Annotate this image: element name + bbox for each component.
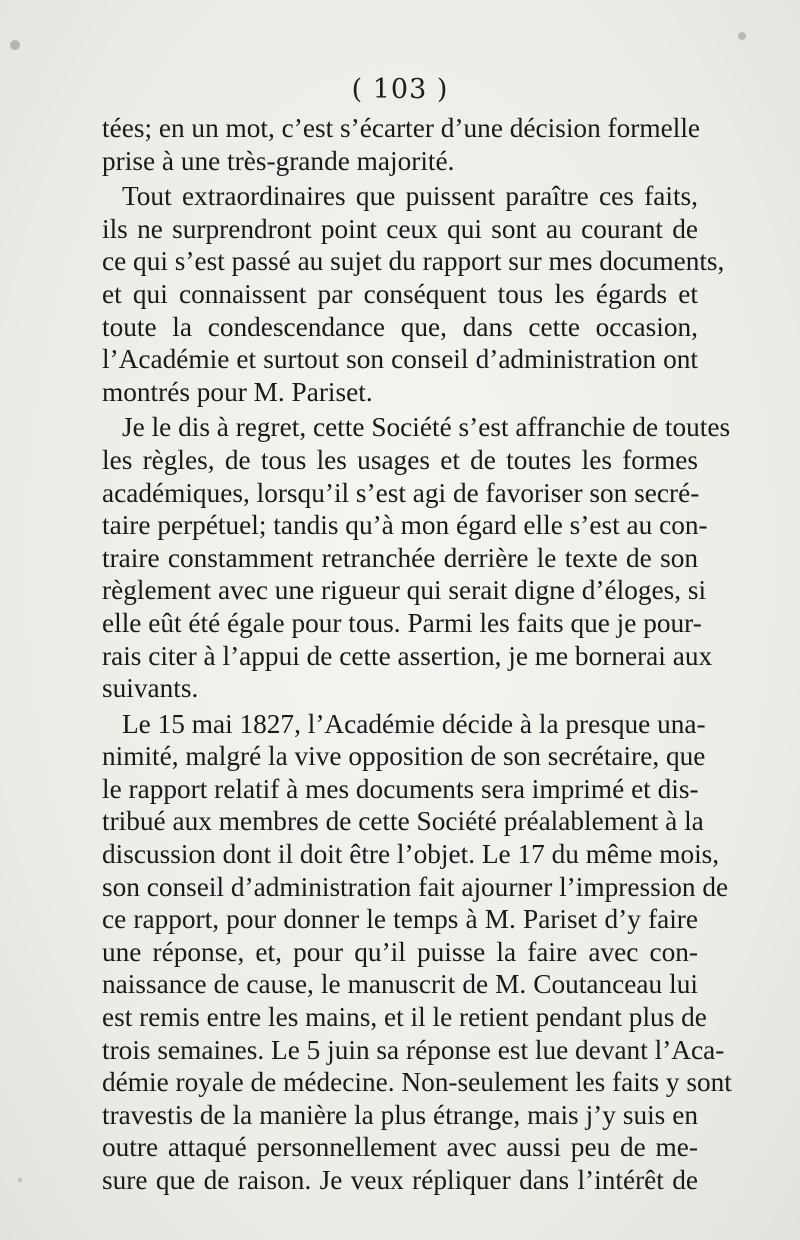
text-line: suivants. (102, 673, 199, 704)
text-line: est remis entre les mains, et il le retient pendant plus de (102, 1002, 707, 1033)
text-line: prise à une très-grande majorité. (102, 145, 455, 176)
text-line: règlement avec une rigueur qui serait digne d’éloges, si (102, 575, 707, 606)
text-line: ce qui s’est passé au sujet du rapport sur mes documents, (102, 246, 725, 277)
text-line: Tout extraordinaires que puissent paraître ces faits, (122, 181, 698, 212)
text-line: Le 15 mai 1827, l’Académie décide à la presque una- (122, 708, 706, 739)
paper-speck (738, 32, 746, 40)
text-line: démie royale de médecine. Non-seulement les faits y sont (102, 1067, 732, 1098)
text-line: outre attaqué personnellement avec aussi peu de me- (102, 1132, 698, 1163)
text-line: tées; en un mot, c’est s’écarter d’une décision formelle (102, 113, 701, 143)
text-line: une réponse, et, pour qu’il puisse la faire avec con- (102, 936, 698, 967)
text-line: toute la condescendance que, dans cette occasion, (102, 311, 698, 342)
text-line: les règles, de tous les usages et de toutes les formes (102, 444, 698, 475)
text-line: l’Académie et surtout son conseil d’administration ont (102, 344, 698, 375)
body-text (102, 112, 732, 1197)
text-line: le rapport relatif à mes documents sera imprimé et dis- (102, 773, 699, 804)
text-line: naissance de cause, le manuscrit de M. Coutanceau lui (102, 969, 698, 1000)
text-line: travestis de la manière la plus étrange, mais j’y suis en (102, 1099, 698, 1130)
text-line: ils ne surprendront point ceux qui sont au courant de (102, 213, 698, 244)
paper-speck (18, 1178, 22, 1182)
text-line: tribué aux membres de cette Société préalablement à la (102, 806, 704, 837)
text-line: elle eût été égale pour tous. Parmi les faits que je pour- (102, 607, 702, 638)
text-line: sure que de raison. Je veux répliquer dans l’intérêt de (102, 1165, 698, 1195)
page-number: ( 103 ) (351, 74, 449, 105)
text-line: et qui connaissent par conséquent tous les égards et (102, 278, 698, 309)
text-line: montrés pour M. Pariset. (102, 376, 373, 407)
text-line: rais citer à l’appui de cette assertion, je me bornerai aux (102, 640, 713, 671)
text-line: nimité, malgré la vive opposition de son secrétaire, que (102, 741, 706, 772)
text-line: académiques, lorsqu’il s’est agi de favoriser son secré- (102, 477, 700, 508)
paper-speck (10, 40, 20, 50)
text-line: traire constamment retranchée derrière le texte de son (102, 542, 698, 573)
text-line: taire perpétuel; tandis qu’à mon égard elle s’est au con- (102, 510, 708, 541)
text-line: discussion dont il doit être l’objet. Le 17 du même mois, (102, 839, 720, 870)
text-line: trois semaines. Le 5 juin sa réponse est lue devant l’Aca- (102, 1034, 725, 1065)
text-line: Je le dis à regret, cette Société s’est affranchie de toutes (122, 412, 731, 443)
text-line: ce rapport, pour donner le temps à M. Pariset d’y faire (102, 904, 698, 935)
text-line: son conseil d’administration fait ajourner l’impression de (102, 871, 729, 902)
